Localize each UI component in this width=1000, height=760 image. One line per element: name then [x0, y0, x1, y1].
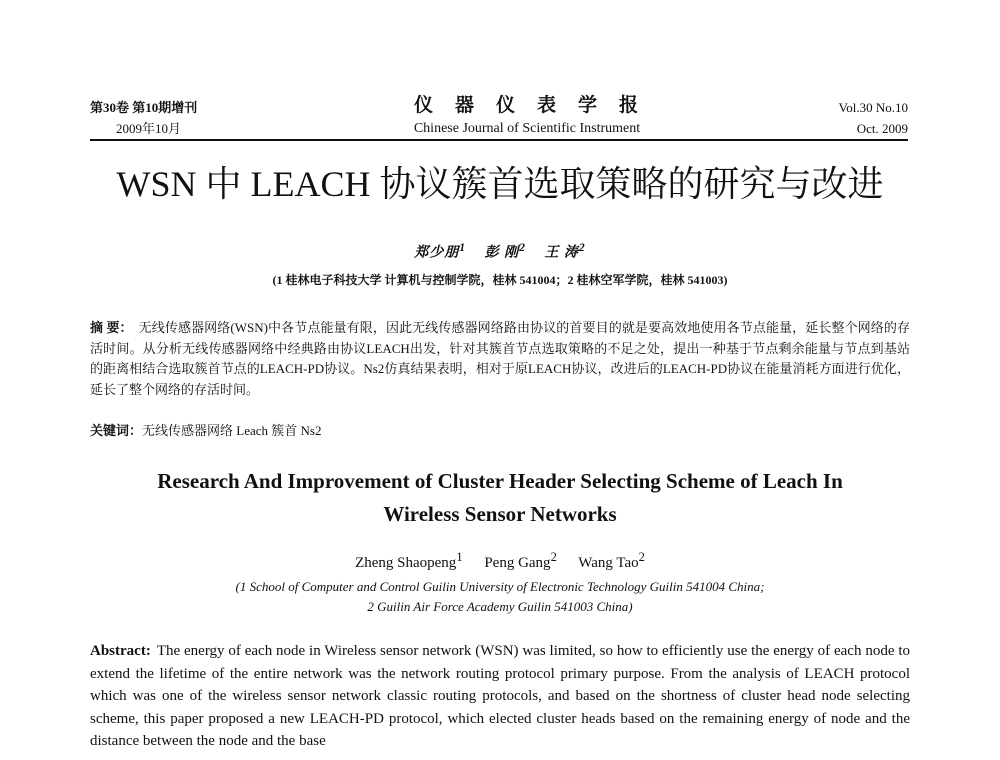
header-left [90, 97, 197, 139]
author-affil-mark: 2 [638, 550, 645, 564]
author-name: Peng Gang [484, 555, 551, 571]
header-right [839, 97, 908, 139]
author-list-en [0, 550, 1000, 572]
author-name: 王 涛 [544, 245, 579, 261]
paper-title-cn: WSN 中 LEACH 协议簇首选取策略的研究与改进 [116, 164, 884, 204]
author-name: 郑少朋 [414, 245, 460, 261]
publication-date-en: Oct. 2009 [856, 121, 908, 136]
header-divider [90, 139, 908, 141]
journal-name-cn: 仪器仪表学报 [413, 95, 660, 116]
abstract-text-en: The energy of each node in Wireless sensor network (WSN) was limited, so how to efficiently use the energy of each node to extend the lifetime of the entire network was the network routing protocol primary purpose. From the analysis of LEACH protocol which was one of the wireless sensor network classic routing protocols, and based on the shortness of cluster head node selecting scheme, this paper proposed a new LEACH-PD protocol, which elected cluster heads based on the remaining energy of node and the distance between the node and the base [90, 643, 910, 750]
affiliation-en-line: 2 Guilin Air Force Academy Guilin 541003 China) [367, 599, 633, 614]
author-name: 彭 刚 [484, 245, 520, 261]
publication-date-cn: 2009年10月 [116, 121, 182, 136]
abstract-label-en: Abstract: [90, 643, 151, 659]
volume-issue-en: Vol.30 No.10 [838, 100, 908, 115]
author-name: Zheng Shaopeng [355, 555, 457, 571]
author-name: Wang Tao [578, 555, 639, 571]
abstract-en [90, 640, 910, 753]
author-affil-mark: 2 [550, 550, 557, 564]
abstract-cn [90, 318, 910, 400]
author-affil-mark: 1 [456, 550, 463, 564]
affiliation-en [0, 577, 1000, 617]
abstract-label-cn: 摘 要： [90, 320, 133, 335]
paper-title-en-line: Wireless Sensor Networks [383, 502, 617, 526]
author-affil-mark: 2 [519, 241, 526, 254]
keywords-text-cn: 无线传感器网络 Leach 簇首 Ns2 [142, 423, 322, 438]
paper-title-en [80, 465, 920, 531]
keywords-label-cn: 关键词： [90, 423, 143, 438]
author-list-cn [0, 241, 1000, 262]
affiliation-cn: (1 桂林电子科技大学 计算机与控制学院，桂林 541004；2 桂林空军学院，桂林 541003) [272, 273, 728, 287]
journal-name [372, 90, 682, 137]
affiliation-en-line: (1 School of Computer and Control Guilin University of Electronic Technology Guilin 541004 China; [235, 579, 765, 594]
keywords-cn [90, 420, 321, 439]
abstract-text-cn: 无线传感器网络(WSN)中各节点能量有限，因此无线传感器网络路由协议的首要目的就是要高效地使用各节点能量，延长整个网络的存活时间。从分析无线传感器网络中经典路由协议LEACH出发，针对其簇首节点选取策略的不足之处，提出一种基于节点剩余能量与节点到基站的距离相结合选取簇首节点的LEACH-PD协议。Ns2仿真结果表明，相对于原LEACH协议，改进后的LEACH-PD协议在能量消耗方面进行优化，延长了整个网络的存活时间。 [90, 320, 910, 397]
volume-issue: 第30卷 第10期增刊 [90, 100, 198, 115]
author-affil-mark: 1 [459, 241, 467, 254]
author-affil-mark: 2 [578, 241, 586, 254]
journal-name-en: Chinese Journal of Scientific Instrument [413, 121, 641, 136]
paper-title-en-line: Research And Improvement of Cluster Header Selecting Scheme of Leach In [157, 469, 843, 493]
